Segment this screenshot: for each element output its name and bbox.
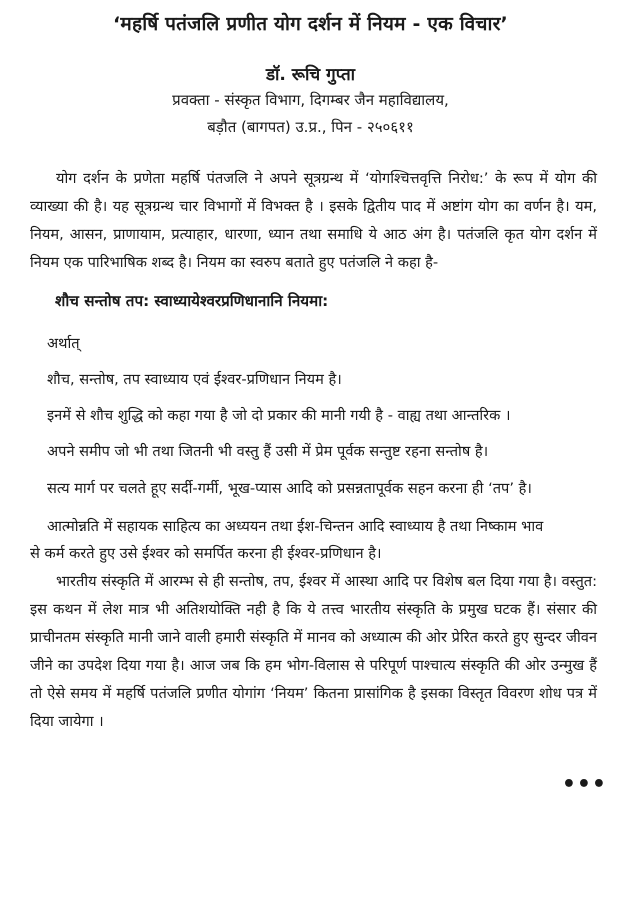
intro-paragraph: योग दर्शन के प्रणेता महर्षि पंतजलि ने अपने सूत्रग्रन्थ में ‘योगश्चित्तवृत्ति निरोध:’ के रूप में योग की व्याख्या की है। यह सूत्रग्रन्थ चार विभागों में विभक्त है । इसके द्वितीय पाद में अष्टांग योग का वर्णन है। यम, नियम, आसन, प्राणायाम, प्रत्याहार, धारणा, ध्यान तथा समाधि ये आठ अंग है। पतंजलि कृत योग दर्शन में नियम एक पारिभाषिक शब्द है। नियम का स्वरुप बताते हुए पतंजलि ने कहा है- bbox=[30, 170, 597, 271]
arthat-line: अर्थात् bbox=[47, 335, 80, 352]
niyam-definition: शौच, सन्तोष, तप स्वाध्याय एवं ईश्वर-प्रणिधान नियम है। bbox=[47, 371, 342, 388]
author-affiliation-line-2: बड़ौत (बागपत) उ.प्र., पिन - २५०६११ bbox=[207, 118, 414, 136]
svadhyay-paragraph-line-1: आत्मोन्नति में सहायक साहित्य का अध्ययन तथा ईश-चिन्तन आदि स्वाध्याय है तथा निष्काम भाव bbox=[47, 518, 544, 535]
conclusion-paragraph: भारतीय संस्कृति में आरम्भ से ही सन्तोष, तप, ईश्वर में आस्था आदि पर विशेष बल दिया गया है। वस्तुत: इस कथन में लेश मात्र भी अतिशयोक्ति नही है कि ये तत्त्व भारतीय संस्कृति के प्रमुख घटक हैं। संसार की प्राचीनतम संस्कृति मानी जाने वाली हमारी संस्कृति में मानव को अध्यात्म की ओर प्रेरित करते हुए सुन्दर जीवन जीने का उपदेश दिया गया है। आज जब कि हम भोग-विलास से परिपूर्ण पाश्चात्य संस्कृति की ओर उन्मुख हैं तो ऐसे समय में महर्षि पतंजलि प्रणीत योगांग ‘नियम’ कितना प्रासांगिक है इसका विस्तृत विवरण शोध पत्र में दिया जायेगा । bbox=[30, 573, 597, 730]
paper-title: ‘महर्षि पतंजलि प्रणीत योग दर्शन में नियम - एक विचार’ bbox=[113, 13, 508, 35]
svadhyay-paragraph-line-2: से कर्म करते हुए उसे ईश्वर को समर्पित करना ही ईश्वर-प्रणिधान है। bbox=[30, 545, 382, 562]
tap-paragraph: सत्य मार्ग पर चलते हूए सर्दी-गर्मी, भूख-प्यास आदि को प्रसन्नतापूर्वक सहन करना ही ‘तप’ है। bbox=[47, 480, 532, 497]
santosh-paragraph: अपने समीप जो भी तथा जितनी भी वस्तु हैं उसी में प्रेम पूर्वक सन्तुष्ट रहना सन्तोष है। bbox=[47, 443, 489, 460]
author-affiliation-line-1: प्रवक्ता - संस्कृत विभाग, दिगम्बर जैन महाविद्यालय, bbox=[172, 91, 449, 109]
author-name: डॉ. रूचि गुप्ता bbox=[265, 65, 356, 85]
shauch-paragraph: इनमें से शौच शुद्धि को कहा गया है जो दो प्रकार की मानी गयी है - वाह्य तथा आन्तरिक । bbox=[47, 407, 511, 424]
sutra-quote: शौच सन्तोष तप: स्वाध्यायेश्वरप्रणिधानानि नियमा: bbox=[55, 292, 329, 310]
continuation-dots: ••• bbox=[561, 772, 607, 797]
